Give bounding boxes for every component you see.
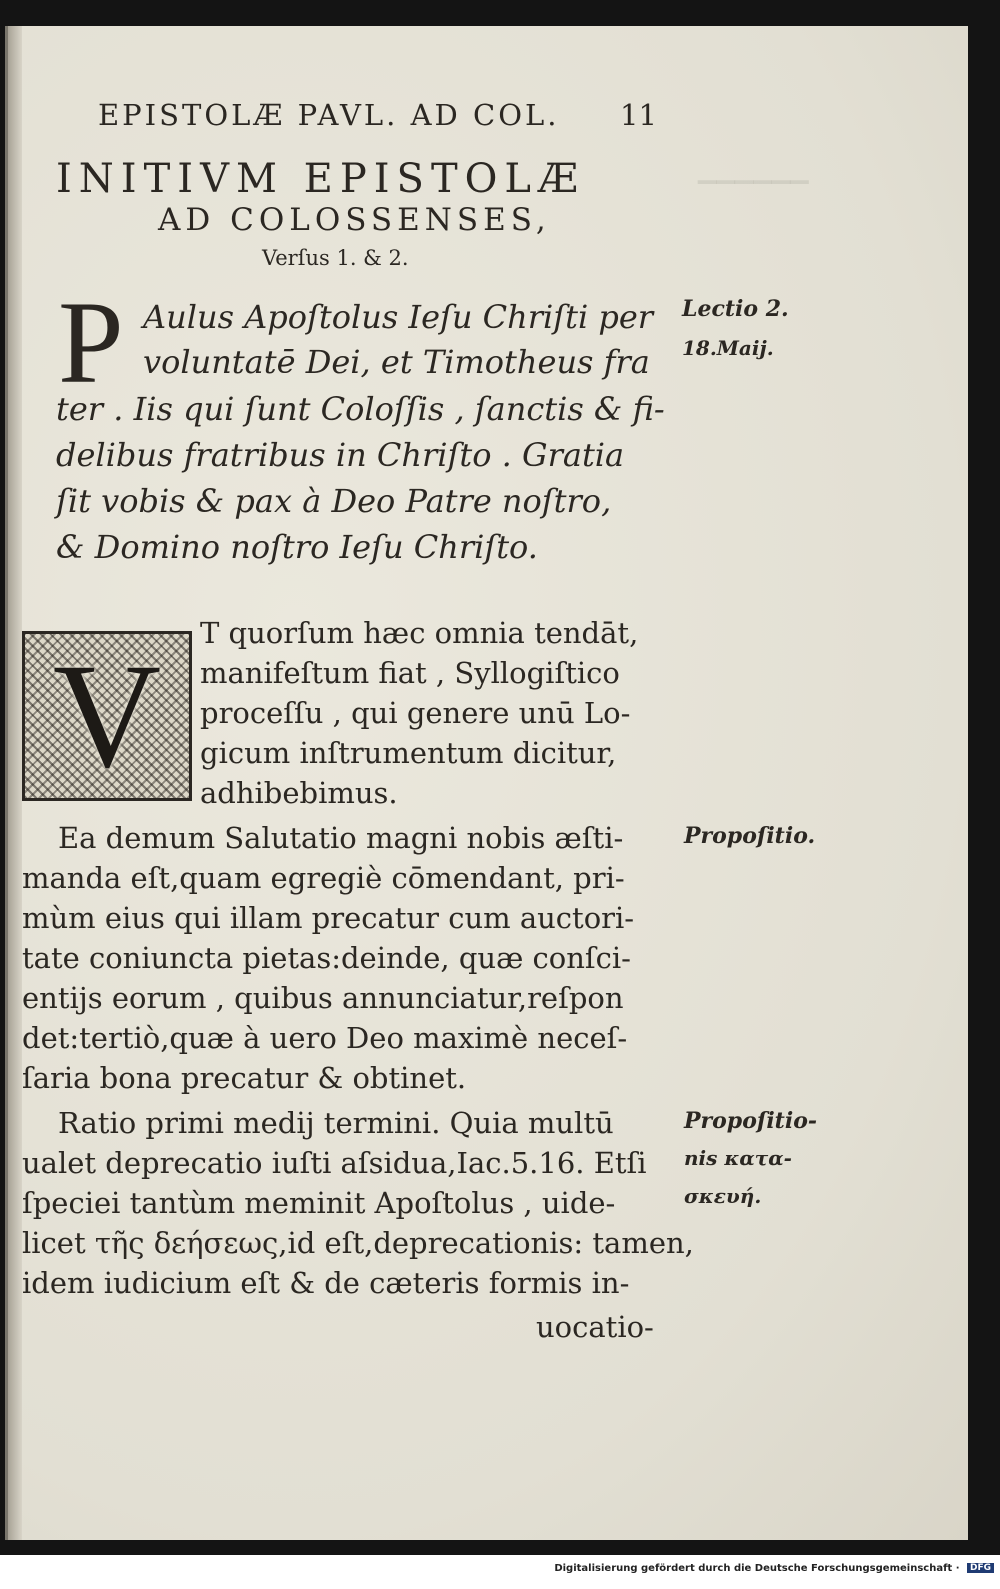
title-line-2: AD COLOSSENSES, xyxy=(158,202,551,238)
digitization-credit: Digitalisierung gefördert durch die Deutsche Forschungsgemeinschaft · DFG xyxy=(554,1563,994,1574)
commentary-line: tate coniuncta pietas:deinde, quæ conſci- xyxy=(22,941,631,975)
dfg-logo: DFG xyxy=(967,1563,994,1573)
page-gutter xyxy=(8,26,22,1540)
page-number: 11 xyxy=(620,98,657,132)
margin-note-propositionis: Propoſitio- xyxy=(684,1108,818,1134)
commentary-line: manda eſt,quam egregiè cōmendant, pri- xyxy=(22,861,625,895)
scripture-line: delibus fratribus in Chriſto . Gratia xyxy=(56,436,625,474)
commentary-line: ualet deprecatio iuſti aſsidua,Iac.5.16. Etſi xyxy=(22,1146,647,1180)
drop-cap-v: V xyxy=(52,633,162,799)
title-line-1: INITIVM EPISTOLÆ xyxy=(56,156,586,202)
commentary-line: ſpeciei tantùm meminit Apoſtolus , uide- xyxy=(22,1186,616,1220)
scripture-line: ter . Iis qui ſunt Coloſſis , ſanctis & fi- xyxy=(56,390,665,428)
ornamental-initial-v xyxy=(22,631,192,801)
scripture-line: ſit vobis & pax à Deo Patre noſtro, xyxy=(56,482,612,520)
commentary-line: manifeſtum fiat , Syllogiſtico xyxy=(200,656,620,690)
commentary-line: adhibebimus. xyxy=(200,776,398,810)
book-page xyxy=(5,26,968,1540)
bleed-through: ▁▁▁▁▁▁ xyxy=(698,156,809,184)
margin-note-date: 18.Maij. xyxy=(682,336,774,360)
commentary-line: T quorſum hæc omnia tendāt, xyxy=(200,616,639,650)
catchword: uocatio- xyxy=(536,1310,654,1344)
margin-note-propositio: Propoſitio. xyxy=(684,823,816,849)
commentary-line: ſaria bona precatur & obtinet. xyxy=(22,1061,467,1095)
margin-note-skeue: σκευή. xyxy=(684,1184,762,1208)
commentary-line: idem iudicium eſt & de cæteris formis in- xyxy=(22,1266,630,1300)
margin-note-kata: nis κατα- xyxy=(684,1146,792,1170)
commentary-line: proceſſu , qui genere unū Lo- xyxy=(200,696,631,730)
commentary-line: Ratio primi medij termini. Quia multū xyxy=(58,1106,614,1140)
scripture-line: & Domino noſtro Ieſu Chriſto. xyxy=(56,528,538,566)
scripture-line: Aulus Apoſtolus Ieſu Chriſti per xyxy=(143,298,654,336)
drop-cap-p: P xyxy=(58,277,124,408)
title-line-3: Verſus 1. & 2. xyxy=(262,246,409,270)
commentary-line: det:tertiò,quæ à uero Deo maximè neceſ- xyxy=(22,1021,628,1055)
commentary-line: gicum inſtrumentum dicitur, xyxy=(200,736,617,770)
commentary-line: licet τῆς δεήσεως,id eſt,deprecationis: tamen, xyxy=(22,1226,694,1260)
commentary-line: mùm eius qui illam precatur cum auctori- xyxy=(22,901,635,935)
scripture-line: voluntatē Dei, et Timotheus fra xyxy=(143,343,650,381)
commentary-line: entijs eorum , quibus annunciatur,reſpon xyxy=(22,981,624,1015)
credit-text: Digitalisierung gefördert durch die Deutsche Forschungsgemeinschaft xyxy=(554,1563,953,1574)
commentary-line: Ea demum Salutatio magni nobis æſti- xyxy=(58,821,624,855)
margin-note-lectio: Lectio 2. xyxy=(682,296,789,322)
running-title: EPISTOLÆ PAVL. AD COL. xyxy=(98,98,560,132)
